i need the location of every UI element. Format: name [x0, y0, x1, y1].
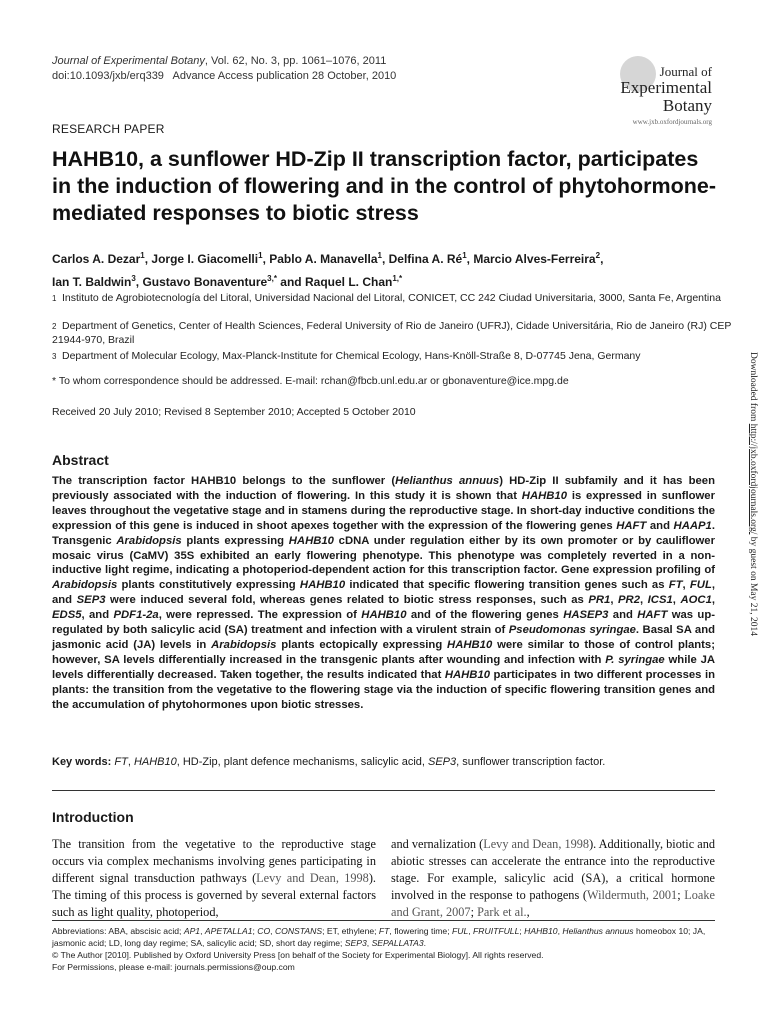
fn-text: ,	[200, 926, 205, 936]
abstract-italic: Pseudomonas syringae	[508, 624, 636, 637]
affiliation-1	[52, 292, 732, 306]
fn-italic: FRUITFULL	[473, 926, 520, 936]
copyright-notice: © The Author [2010]. Published by Oxford University Press [on behalf of the Society for Experimental Biology]. All rights reserved.	[52, 950, 544, 960]
author: Jorge I. Giacomelli	[151, 252, 259, 266]
abstract-italic: HAAP1	[673, 519, 712, 532]
abstract-italic: HAFT	[616, 519, 647, 532]
author: Raquel L. Chan	[304, 275, 393, 289]
abstract-italic: HAHB10	[521, 489, 567, 502]
author-affil-sup: 1	[140, 251, 145, 260]
journal-issue: , Vol. 62, No. 3, pp. 1061–1076, 2011	[204, 55, 387, 67]
keyword-text: , sunflower transcription factor.	[456, 756, 606, 768]
article-title: HAHB10, a sunflower HD-Zip II transcription factor, participates in the induction of flowering and in the control of phytohormone-mediated responses to biotic stress	[52, 147, 717, 225]
journal-issue-line	[52, 54, 396, 69]
abstract-text: The transcription factor HAHB10 belongs to the sunflower (	[52, 475, 396, 487]
fn-text: ,	[468, 926, 474, 936]
fn-text: ; ET, ethylene;	[322, 926, 379, 936]
journal-logo	[600, 56, 720, 126]
abstract-text: were similar to those of control plants; however, SA levels differentially increased in the transgenic plants after wounding and infection with	[52, 638, 715, 666]
affiliation-2	[52, 320, 732, 347]
abstract-italic: HAHB10	[299, 579, 346, 592]
abstract-text: were induced several fold, whereas genes related to biotic stress responses, such as	[105, 594, 589, 607]
abstract-text: ,	[711, 594, 715, 607]
abstract-italic: FUL	[689, 579, 712, 592]
citation-link[interactable]: Levy and Dean, 1998	[483, 837, 590, 851]
abstract-italic: P. syringae	[605, 653, 665, 666]
affiliation-3	[52, 350, 732, 364]
fn-italic: Helianthus annuus	[562, 926, 634, 936]
abstract-text: cDNA under regulation either by its own promoter or by cauliflower mosaic virus (CaMV) 35S exhibited an early flowering phenotype. This phenotype was completely reverted in a non-inductive light regime, indicating a photoperiod-dependent action for this transcription factor. Gene expression profiling of	[52, 534, 715, 577]
intro-text: and vernalization (	[391, 837, 484, 851]
download-date: by guest on May 21, 2014	[748, 534, 758, 637]
logo-line-2: Experimental	[620, 78, 712, 97]
abstract-italic: Arabidopsis	[116, 534, 182, 547]
section-divider	[52, 790, 715, 791]
author-affil-sup: 1	[377, 251, 382, 260]
affiliation-text: Department of Genetics, Center of Health Sciences, Federal University of Rio de Janeiro (UFRJ), Cidade Universitária, Rio de Janeiro (RJ) CEP 21944-970, Brazil	[52, 320, 732, 346]
fn-text: ;	[519, 926, 525, 936]
journal-citation	[52, 54, 396, 84]
author-affil-sup: 1	[462, 251, 467, 260]
keywords	[52, 756, 715, 768]
intro-text: The transition from the vegetative to the reproductive stage occurs via complex mechanisms involving genes participating in different signal transduction pathways (	[52, 837, 376, 885]
keyword-italic: HAHB10	[133, 756, 177, 768]
intro-text: ,	[526, 905, 530, 919]
abstract-text: and	[646, 519, 674, 532]
abstract-italic: HAHB10	[288, 534, 334, 547]
download-text: Downloaded from	[748, 352, 758, 424]
fn-text: ,	[557, 926, 563, 936]
fn-text: ;	[252, 926, 258, 936]
author: Gustavo Bonaventure	[142, 275, 268, 289]
abstract-text: was up-regulated by both salicylic acid (SA) treatment and infection with a virulent strain of	[52, 609, 715, 637]
doi-line: doi:10.1093/jxb/erq339 Advance Access publication 28 October, 2010	[52, 70, 397, 82]
keyword-text: , HD-Zip, plant defence mechanisms, salicylic acid,	[176, 756, 428, 768]
abstract-italic: EDS5	[52, 609, 82, 622]
download-link[interactable]: http://jxb.oxfordjournals.org/	[748, 423, 758, 535]
fn-italic: APETALLA1	[204, 926, 253, 936]
abstract-text: indicated that specific flowering transition genes such as	[345, 579, 669, 592]
received-dates: Received 20 July 2010; Revised 8 September 2010; Accepted 5 October 2010	[52, 406, 416, 418]
abstract-italic: SEP3	[76, 594, 106, 607]
abstract-text: plants expressing	[181, 534, 289, 547]
affiliation-number: 1	[52, 294, 57, 303]
intro-text: ;	[677, 888, 685, 902]
abstract-text: . Transgenic	[52, 519, 715, 547]
author: Marcio Alves-Ferreira	[473, 252, 596, 266]
abstract-text: ,	[640, 594, 648, 607]
fn-italic: AP1	[183, 926, 201, 936]
abstract-italic: PDF1-2a	[113, 609, 159, 622]
abstract-italic: PR1	[588, 594, 611, 607]
abstract-text: , and	[81, 609, 114, 622]
abstract-italic: Helianthus annuus	[395, 475, 500, 487]
abstract-text: , and	[52, 579, 715, 607]
author-list: Carlos A. Dezar$^1$, Jorge I. Giacomelli$^1$, Pablo A. Manavella$^1$, Delfina A. $Ré^1$, Marcio Alves-Ferreira$^2$, Ian T. Baldwin$^3$, Gustavo Bonaventure$^{3,*}$ and Raquel L. Chan$^{1,*}$	[52, 251, 604, 289]
abstract-heading: Abstract	[52, 452, 109, 468]
abstract-body	[52, 474, 715, 713]
abstract-text: and	[608, 609, 638, 622]
author-affil-sup: 1	[258, 251, 263, 260]
abstract-italic: HAFT	[637, 609, 668, 622]
intro-text: ;	[470, 905, 478, 919]
fn-italic: FUL	[452, 926, 469, 936]
permissions-notice: For Permissions, please e-mail: journals.permissions@oup.com	[52, 962, 295, 972]
fn-italic: FT	[378, 926, 390, 936]
abstract-italic: HAHB10	[361, 609, 407, 622]
fn-text: .	[423, 938, 427, 948]
abstract-text: participates in two different processes in plants: the transition from the vegetative to the flowering stage via the induction of specific flowering transition genes and the accumulation of phytohormones upon biotic stresses.	[52, 668, 715, 711]
abstract-text: , were repressed. The expression of	[158, 609, 362, 622]
abstract-text: and of the flowering genes	[406, 609, 564, 622]
fn-italic: CONSTANS	[274, 926, 323, 936]
intro-column-left	[52, 836, 376, 921]
correspondence-note: * To whom correspondence should be addressed. E-mail: rchan@fbcb.unl.edu.ar or gbonaventure@ice.mpg.de	[52, 375, 569, 387]
footnote-divider	[52, 920, 715, 921]
abstract-italic: ICS1	[647, 594, 673, 607]
affiliation-number: 3	[52, 352, 57, 361]
abstract-text: ) HD-Zip II subfamily and it has been previously associated with the induction of flowering. In this study it is shown that	[52, 475, 715, 502]
abstract-text: ,	[672, 594, 681, 607]
abstract-italic: Arabidopsis	[211, 638, 277, 651]
affiliation-text: Department of Molecular Ecology, Max-Planck-Institute for Chemical Ecology, Hans-Knöll-Straße 8, D-07745 Jena, Germany	[62, 350, 641, 362]
author: Pablo A. Manavella	[269, 252, 378, 266]
affiliation-number: 2	[52, 322, 57, 331]
abstract-text: plants constitutively expressing	[117, 579, 300, 592]
logo-url[interactable]: www.jxb.oxfordjournals.org	[632, 118, 712, 126]
citation-link[interactable]: Wildermuth, 2001	[586, 888, 678, 902]
abstract-italic: FT	[668, 579, 683, 592]
logo-line-1: Journal of	[659, 64, 712, 79]
logo-line-3: Botany	[662, 96, 712, 115]
keyword-italic: SEP3	[428, 756, 457, 768]
author-affil-sup: 2	[595, 251, 601, 260]
introduction-heading: Introduction	[52, 809, 134, 825]
fn-text: Abbreviations: ABA, abscisic acid;	[52, 926, 184, 936]
citation-link[interactable]: Loake and Grant, 2007	[391, 888, 715, 919]
abstract-italic: HAHB10	[447, 638, 493, 651]
abstract-text: is expressed in sunflower leaves throughout the vegetative stage and in stamens during the reproductive stage. In short-day inductive conditions the expression of this gene is induced in shoot apexes together with the expression of the flowering genes	[52, 489, 715, 532]
fn-italic: SEPALLATA3	[371, 938, 424, 948]
keyword-italic: FT	[114, 756, 128, 768]
intro-text: ). The timing of this process is governed by several external factors such as light quality, photoperiod,	[52, 871, 376, 919]
fn-text: , flowering time;	[389, 926, 452, 936]
author: Ian T. Baldwin	[52, 275, 132, 289]
keyword-text: ,	[127, 756, 134, 768]
author-affil-sup: 3	[131, 274, 136, 283]
abbreviations-footnote	[52, 925, 715, 949]
abstract-text: ,	[682, 579, 690, 592]
abstract-italic: HAHB10	[444, 668, 491, 681]
abstract-text: plants ectopically expressing	[276, 638, 448, 651]
fn-italic: SEP3	[344, 938, 367, 948]
fn-italic: CO	[257, 926, 271, 936]
keywords-label: Key words:	[52, 756, 112, 768]
journal-name: Journal of Experimental Botany	[52, 55, 205, 67]
abstract-text: ,	[610, 594, 619, 607]
fn-italic: HAHB10	[524, 926, 558, 936]
abstract-italic: Arabidopsis	[52, 579, 118, 592]
intro-column-right	[391, 836, 715, 921]
abstract-italic: PR2	[618, 594, 640, 607]
intro-text: ). Additionally, biotic and abiotic stresses can accelerate the entrance into the reproductive stage. For example, salicylic acid (SA), a critical hormone involved in the response to pathogens (	[391, 837, 716, 902]
section-type: RESEARCH PAPER	[52, 122, 165, 136]
author-affil-sup: 3,*	[267, 274, 277, 283]
abstract-italic: HASEP3	[563, 609, 609, 622]
download-watermark	[748, 352, 758, 636]
citation-link[interactable]: Levy and Dean, 1998	[256, 871, 369, 885]
fn-text: ,	[366, 938, 372, 948]
abstract-text: . Basal SA and jasmonic acid (JA) levels in	[52, 624, 716, 651]
citation-link[interactable]: Park et al.	[477, 905, 527, 919]
fn-text: ,	[270, 926, 275, 936]
author: Carlos A. Dezar	[52, 252, 141, 266]
author: Delfina A. Ré	[388, 252, 463, 266]
author-affil-sup: 1,*	[392, 274, 403, 283]
affiliation-text: Instituto de Agrobiotecnología del Litoral, Universidad Nacional del Litoral, CONICET, CC 242 Ciudad Universitaria, 3000, Santa Fe, Argentina	[62, 292, 721, 304]
abstract-italic: AOC1	[680, 594, 712, 607]
abstract-text: while JA levels differentially decreased. Taken together, the results indicated that	[52, 653, 716, 681]
fn-text: homeobox 10; JA, jasmonic acid; LD, long day regime; SA, salicylic acid; SD, short day regime;	[52, 926, 706, 948]
